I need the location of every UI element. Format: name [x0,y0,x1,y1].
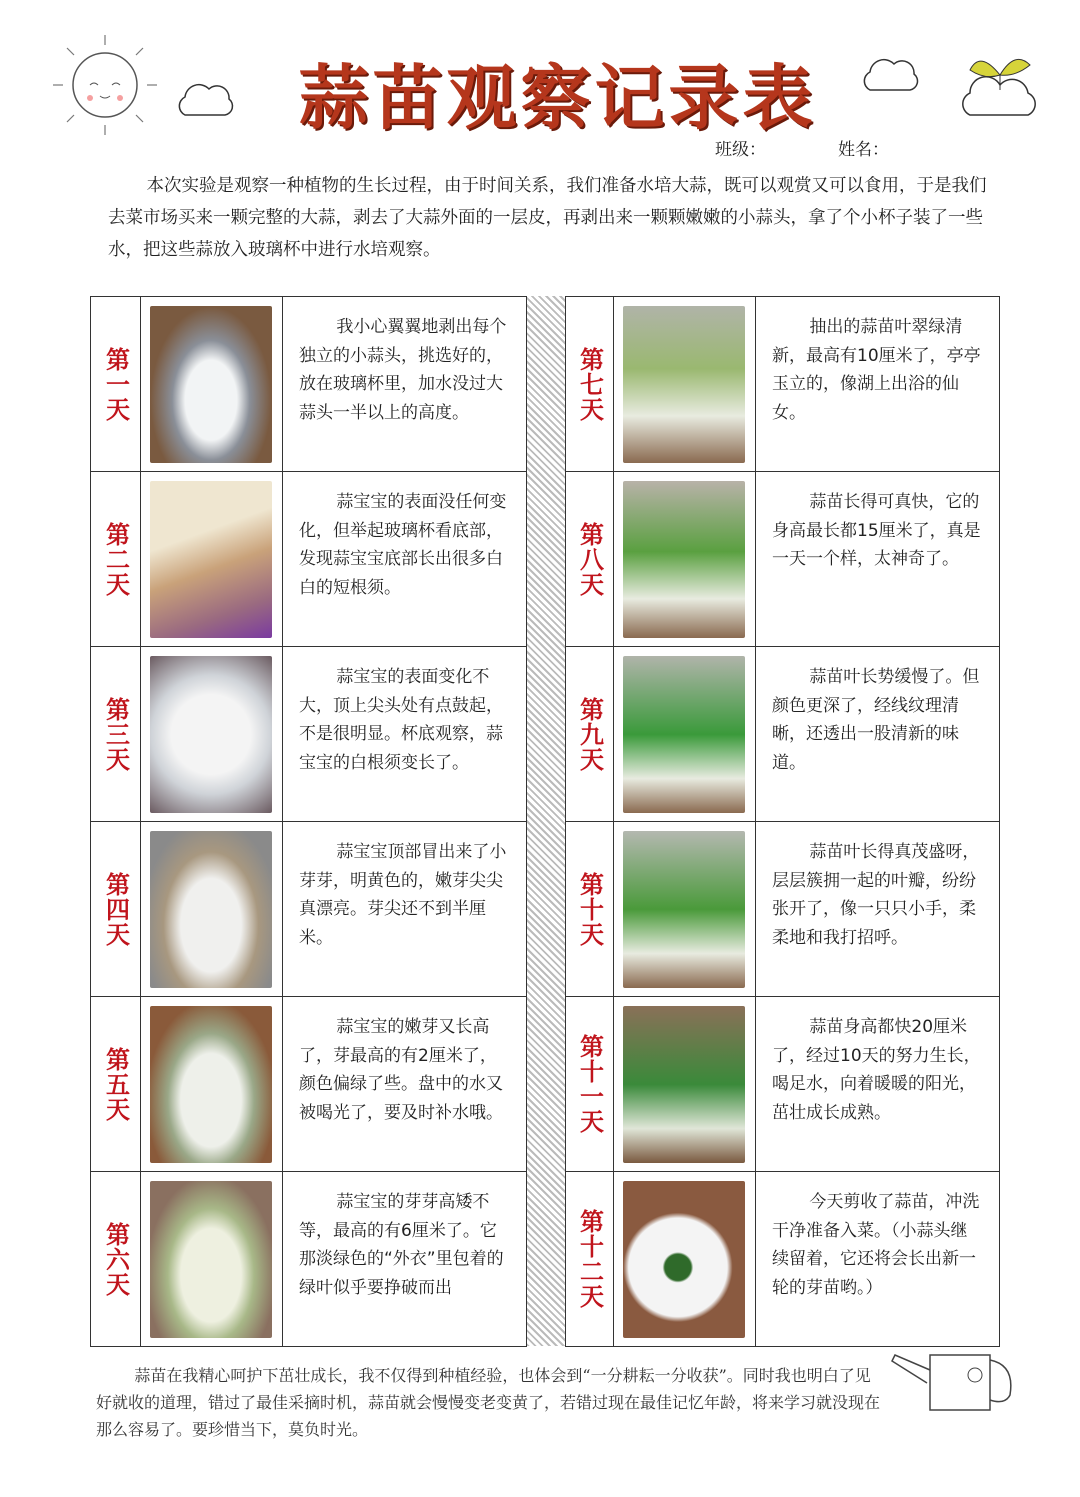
photo-sprouts-day9 [623,656,745,813]
observation-row [91,647,527,822]
observation-row [91,1172,527,1347]
observation-row [566,822,1000,997]
day-label: 第八天 [566,472,614,647]
day-label: 第七天 [566,297,614,472]
observation-text: 蒜苗叶长得真茂盛呀，层层簇拥一起的叶瓣，纷纷张开了，像一只只小手，柔柔地和我打招呼。 [756,822,1000,997]
name-label: 姓名： [838,140,889,160]
observation-text: 蒜苗叶长势缓慢了。但颜色更深了，经线纹理清晰，还透出一股清新的味道。 [756,647,1000,822]
conclusion-paragraph: 蒜苗在我精心呵护下茁壮成长，我不仅得到种植经验，也体会到“一分耕耘一分收获”。同时我也明白了见好就收的道理，错过了最佳采摘时机，蒜苗就会慢慢变老变黄了，若错过现在最佳记忆年龄，将来学习就没现在那么容易了。要珍惜当下，莫负时光。 [96,1366,881,1439]
photo-small-yellow-sprouts [150,831,272,988]
intro-paragraph: 本次实验是观察一种植物的生长过程，由于时间关系，我们准备水培大蒜，既可以观赏又可以食用，于是我们去菜市场买来一颗完整的大蒜，剥去了大蒜外面的一层皮，再剥出来一颗颗嫩嫩的小蒜头，拿了个小杯子装了一些水，把这些蒜放入玻璃杯中进行水培观察。 [108,176,987,260]
day-label: 第二天 [91,472,141,647]
photo-cell [141,997,283,1172]
observation-text: 抽出的蒜苗叶翠绿清新，最高有10厘米了，亭亭玉立的，像湖上出浴的仙女。 [756,297,1000,472]
photo-cell [614,997,756,1172]
observation-row [566,997,1000,1172]
photo-cell [141,647,283,822]
day-label: 第五天 [91,997,141,1172]
observation-text: 蒜宝宝顶部冒出来了小芽芽，明黄色的，嫩芽尖尖真漂亮。芽尖还不到半厘米。 [283,822,527,997]
right-observation-table [565,296,1000,1347]
observation-row [91,822,527,997]
cloud-icon [855,50,925,100]
observation-text: 蒜宝宝的表面没任何变化，但举起玻璃杯看底部，发现蒜宝宝底部长出很多白白的短根须。 [283,472,527,647]
left-observation-table [90,296,527,1347]
photo-clove-roots-closeup [150,481,272,638]
day-label: 第四天 [91,822,141,997]
day-label: 第十一天 [566,997,614,1172]
class-label: 班级： [715,140,766,160]
photo-cell [614,472,756,647]
photo-harvested-sprouts-plate [623,1181,745,1338]
observation-row [91,472,527,647]
sprout-cloud-icon [955,30,1045,120]
photo-cell [614,297,756,472]
photo-sprouts-day7 [623,306,745,463]
day-label: 第六天 [91,1172,141,1347]
photo-sprouts-day11 [623,1006,745,1163]
photo-cloves-top-view [150,656,272,813]
observation-text: 蒜宝宝的表面变化不大，顶上尖头处有点鼓起，不是很明显。杯底观察，蒜宝宝的白根须变长了。 [283,647,527,822]
day-label: 第三天 [91,647,141,822]
photo-taller-sprouts [150,1181,272,1338]
photo-cell [614,647,756,822]
observation-row [566,647,1000,822]
photo-cell [614,822,756,997]
observation-text: 蒜苗身高都快20厘米了，经过10天的努力生长，喝足水，向着暖暖的阳光，茁壮成长成熟。 [756,997,1000,1172]
photo-green-sprouts [150,1006,272,1163]
observation-text: 蒜宝宝的芽芽高矮不等，最高的有6厘米了。它那淡绿色的“外衣”里包着的绿叶似乎要挣破而出 [283,1172,527,1347]
photo-sprouts-day8 [623,481,745,638]
photo-cell [614,1172,756,1347]
sun-icon [45,30,165,140]
observation-row [91,997,527,1172]
day-label: 第十天 [566,822,614,997]
observation-row [566,297,1000,472]
photo-cell [141,1172,283,1347]
day-label: 第九天 [566,647,614,822]
observation-text: 蒜宝宝的嫩芽又长高了，芽最高的有2厘米了，颜色偏绿了些。盘中的水又被喝光了，要及时补水哦。 [283,997,527,1172]
hatched-divider [527,296,565,1346]
day-label: 第一天 [91,297,141,472]
observation-row [566,472,1000,647]
observation-text: 今天剪收了蒜苗，冲洗干净准备入菜。（小蒜头继续留着，它还将会长出新一轮的芽苗哟。） [756,1172,1000,1347]
watering-can-icon [890,1315,1020,1425]
photo-cell [141,297,283,472]
observation-text: 蒜苗长得可真快，它的身高最长都15厘米了，真是一天一个样，太神奇了。 [756,472,1000,647]
photo-sprouts-day10 [623,831,745,988]
cloud-icon [170,75,240,125]
photo-cell [141,472,283,647]
photo-glass-white-cloves [150,306,272,463]
observation-row [91,297,527,472]
page-title: 蒜苗观察记录表 [298,57,817,139]
observation-text: 我小心翼翼地剥出每个独立的小蒜头，挑选好的，放在玻璃杯里，加水没过大蒜头一半以上的高度。 [283,297,527,472]
photo-cell [141,822,283,997]
day-label: 第十二天 [566,1172,614,1347]
